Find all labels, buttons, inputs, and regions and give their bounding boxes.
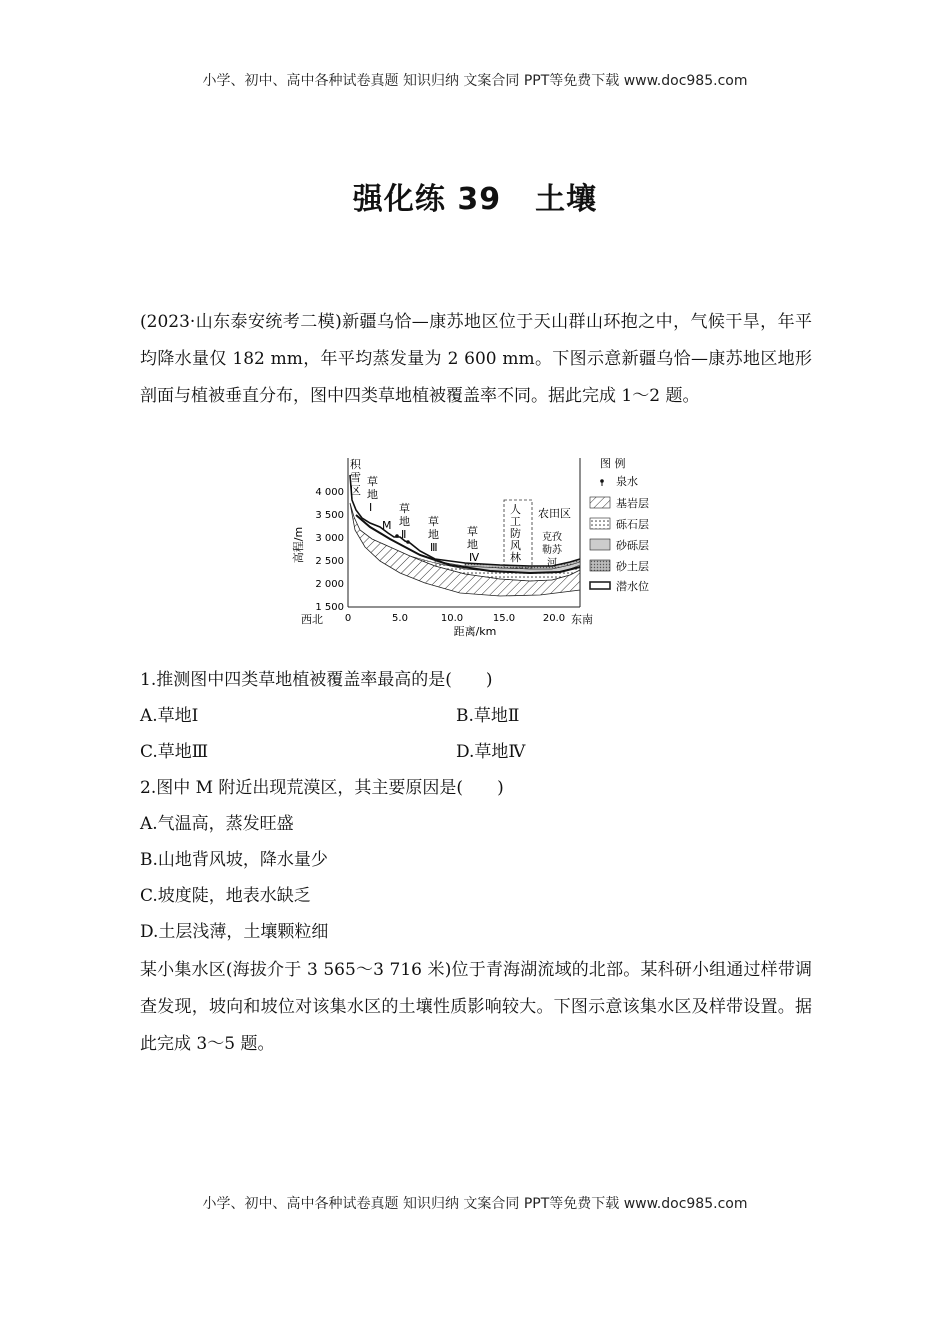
question-2-stem: 2.图中 M 附近出现荒漠区，其主要原因是( ) xyxy=(140,778,504,798)
x-tick-label: 20.0 xyxy=(542,613,566,624)
gravel-swatch xyxy=(590,518,610,529)
legend-label: 砂土层 xyxy=(616,560,649,573)
water-table-swatch xyxy=(590,582,610,589)
zone-g4-char: 地 xyxy=(467,538,478,551)
x-tick-label: 5.0 xyxy=(392,613,408,624)
intro-paragraph-2: 某小集水区(海拔介于 3 565～3 716 米)位于青海湖流域的北部。某科研小组通过样带调查发现，坡向和坡位对该集水区的土壤性质影响较大。下图示意该集水区及样带设置。据此完成 3～5 题。 xyxy=(140,960,812,1054)
legend-label: 泉水 xyxy=(616,475,638,488)
legend-label: 潜水位 xyxy=(616,580,649,593)
sandy-soil-swatch xyxy=(590,560,610,571)
zone-g3-char: Ⅲ xyxy=(430,541,438,554)
terrain-profile-figure xyxy=(290,455,670,640)
page-title xyxy=(0,174,950,218)
title-sub: 土壤 xyxy=(535,182,598,217)
bedrock-swatch xyxy=(590,497,610,508)
y-tick-label: 1 500 xyxy=(315,602,344,613)
legend-label: 砾石层 xyxy=(616,518,649,531)
page-header: 小学、初中、高中各种试卷真题 知识归纳 文案合同 PPT等免费下载 www.doc985.com xyxy=(202,73,748,89)
zone-g1-char: 草 xyxy=(367,475,378,488)
x-axis-label: 距离/km xyxy=(453,625,497,638)
zone-forest-char: 防 xyxy=(510,527,521,540)
zone-forest-char: 林 xyxy=(510,551,521,564)
y-tick-label: 3 500 xyxy=(315,510,344,521)
y-tick-label: 3 000 xyxy=(315,533,344,544)
direction-southeast: 东南 xyxy=(571,613,593,626)
zone-g1-char: 地 xyxy=(367,488,378,501)
direction-northwest: 西北 xyxy=(301,613,323,626)
zone-g3-char: 草 xyxy=(428,515,439,528)
legend-label: 砂砾层 xyxy=(616,539,649,552)
zone-river-char: 克孜 xyxy=(542,532,562,543)
spring-icon xyxy=(406,540,410,544)
zone-g2-char: 草 xyxy=(399,502,410,515)
x-tick-label: 15.0 xyxy=(492,613,516,624)
y-tick-label: 2 500 xyxy=(315,556,344,567)
y-tick-label: 4 000 xyxy=(315,487,344,498)
zone-g1-char: Ⅰ xyxy=(369,501,373,514)
question-1-option-c: C.草地Ⅲ xyxy=(140,742,209,762)
page-footer: 小学、初中、高中各种试卷真题 知识归纳 文案合同 PPT等免费下载 www.doc985.com xyxy=(202,1196,748,1212)
question-2-option-c: C.坡度陡，地表水缺乏 xyxy=(140,886,311,906)
zone-g4-char: 草 xyxy=(467,525,478,538)
zone-g2-char: Ⅱ xyxy=(401,528,407,541)
legend xyxy=(590,456,649,593)
zone-g2-char: 地 xyxy=(399,515,410,528)
zone-forest-char: 人 xyxy=(510,503,521,516)
point-m-label: M xyxy=(382,519,392,532)
zone-forest-char: 工 xyxy=(510,515,521,528)
zone-river-char: 河 xyxy=(547,558,557,569)
question-1-option-d: D.草地Ⅳ xyxy=(456,742,526,762)
y-ticks xyxy=(315,487,344,613)
question-1-stem: 1.推测图中四类草地植被覆盖率最高的是( ) xyxy=(140,670,493,690)
legend-title: 图 例 xyxy=(600,457,626,470)
x-tick-label: 10.0 xyxy=(440,613,464,624)
zone-g4-char: Ⅳ xyxy=(469,551,480,564)
question-1-option-a: A.草地Ⅰ xyxy=(140,706,199,726)
zone-snow-char: 雪 xyxy=(350,471,361,484)
question-2-option-b: B.山地背风坡，降水量少 xyxy=(140,850,328,870)
zone-g3-char: 地 xyxy=(428,528,439,541)
spring-icon xyxy=(395,534,399,538)
zone-snow-char: 积 xyxy=(350,458,361,471)
legend-label: 基岩层 xyxy=(616,497,649,510)
zone-snow-char: 区 xyxy=(350,484,361,497)
zone-river-char: 勒苏 xyxy=(542,545,562,556)
zone-farm: 农田区 xyxy=(538,507,571,520)
question-1-option-b: B.草地Ⅱ xyxy=(456,706,520,726)
x-tick-label: 0 xyxy=(344,613,352,624)
question-2-option-d: D.土层浅薄，土壤颗粒细 xyxy=(140,922,329,942)
y-tick-label: 2 000 xyxy=(315,579,344,590)
sandy-gravel-swatch xyxy=(590,539,610,550)
zone-forest-char: 风 xyxy=(510,539,521,552)
title-main: 强化练 39 xyxy=(352,182,502,217)
intro-paragraph-1: (2023·山东泰安统考二模)新疆乌恰—康苏地区位于天山群山环抱之中，气候干旱，年平均降水量仅 182 mm，年平均蒸发量为 2 600 mm。下图示意新疆乌恰—康苏地区地形剖面与植被垂直分布，图中四类草地植被覆盖率不同。据此完成 1～2 题。 xyxy=(140,312,812,406)
question-2-option-a: A.气温高，蒸发旺盛 xyxy=(140,814,294,834)
y-axis-label: 高程/m xyxy=(292,526,305,564)
